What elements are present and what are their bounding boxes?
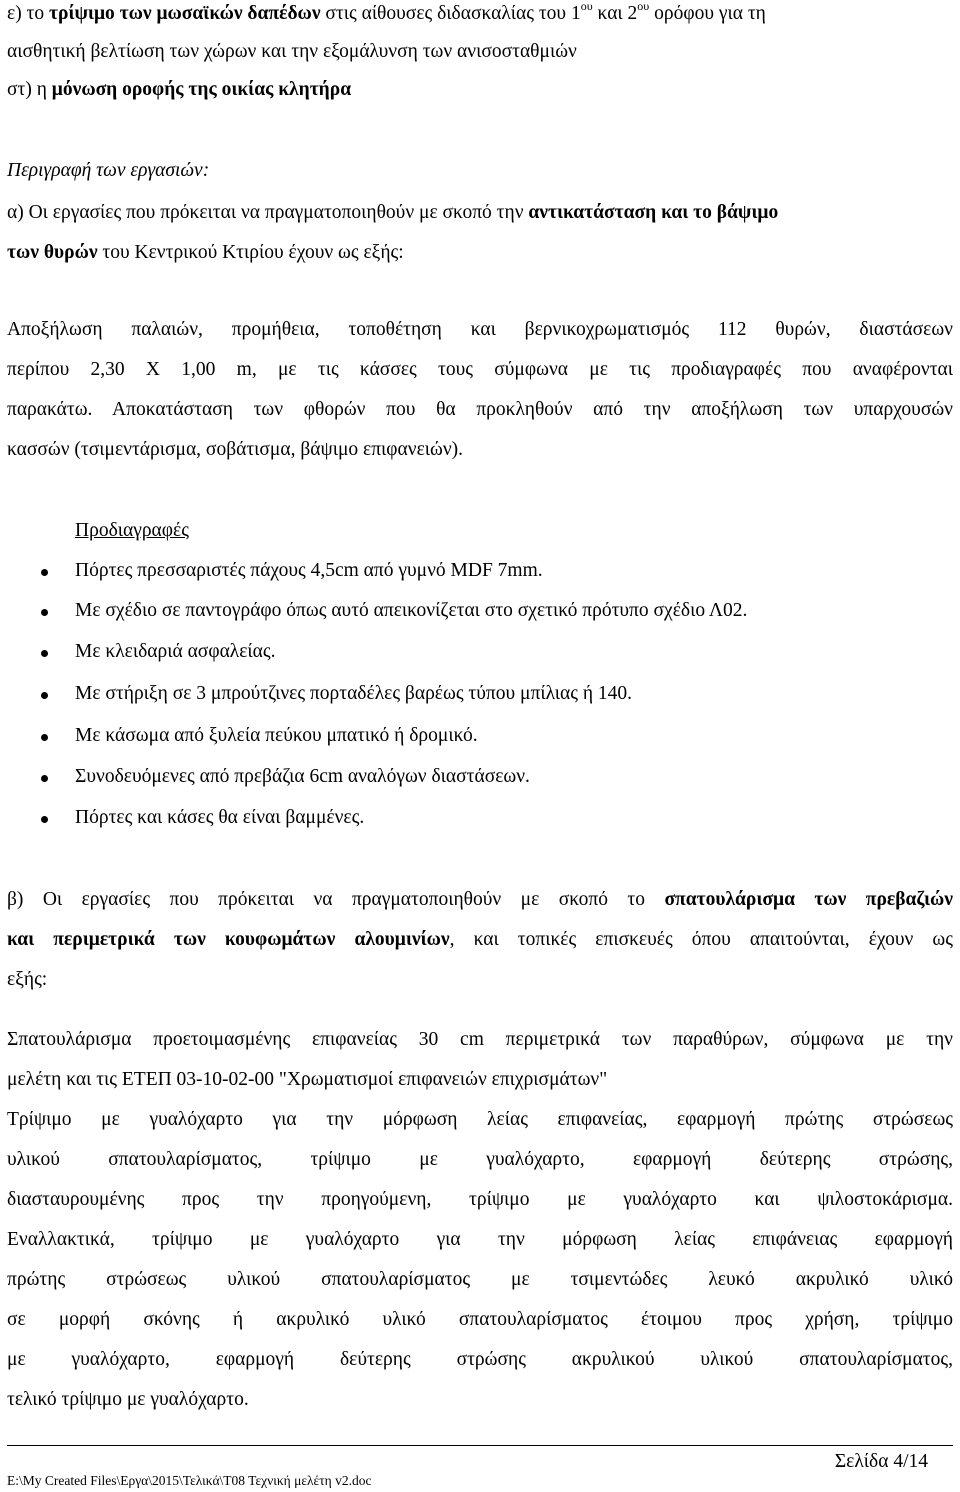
bullet-icon bbox=[41, 734, 48, 741]
page-number: Σελίδα 4/14 bbox=[834, 1451, 928, 1472]
section-b-para2-line: Τρίψιμο με γυαλόχαρτο για την μόρφωση λείας επιφανείας, εφαρμογή πρώτης στρώσεως bbox=[7, 1109, 953, 1130]
section-b-line-1: β) Οι εργασίες που πρόκειται να πραγματοποιηθούν με σκοπό το σπατουλάρισμα των πρεβαζιών bbox=[7, 889, 953, 910]
footer-divider bbox=[7, 1445, 953, 1446]
section-b-para2-line: υλικού σπατουλαρίσματος, τρίψιμο με γυαλόχαρτο, εφαρμογή δεύτερης στρώσης, bbox=[7, 1149, 953, 1170]
section-b-para2-line: Εναλλακτικά, τρίψιμο με γυαλόχαρτο για την μόρφωση λείας επιφάνειας εφαρμογή bbox=[7, 1229, 953, 1250]
section-e-line-2: αισθητική βελτίωση των χώρων και την εξομάλυνση των ανισοσταθμιών bbox=[7, 41, 577, 62]
section-b-para2-line: σε μορφή σκόνης ή ακρυλικό υλικό σπατουλαρίσματος έτοιμου προς χρήση, τρίψιμο bbox=[7, 1309, 953, 1330]
bullet-icon bbox=[41, 569, 48, 576]
bullet-icon bbox=[41, 692, 48, 699]
section-b-line-2: και περιμετρικά των κουφωμάτων αλουμινίων, και τοπικές επισκευές όπου απαιτούνται, έχουν ως bbox=[7, 929, 953, 950]
section-a-para-line: περίπου 2,30 Χ 1,00 m, με τις κάσσες τους σύμφωνα με τις προδιαγραφές που αναφέρονται bbox=[7, 359, 953, 380]
specs-title: Προδιαγραφές bbox=[75, 520, 189, 541]
bullet-icon bbox=[41, 650, 48, 657]
section-e-bold: τρίψιμο των μωσαϊκών δαπέδων bbox=[49, 3, 321, 24]
section-b-para2-line: διασταυρουμένης προς την προηγούμενη, τρίψιμο με γυαλόχαρτο και ψιλοστοκάρισμα. bbox=[7, 1189, 953, 1210]
section-a-para-line: Αποξήλωση παλαιών, προμήθεια, τοποθέτηση και βερνικοχρωματισμός 112 θυρών, διαστάσεων bbox=[7, 319, 953, 340]
section-e-line-1: ε) το τρίψιμο των μωσαϊκών δαπέδων στις αίθουσες διδασκαλίας του $1^{o\upsilon}$ και $2^{o\upsilon}$ ορόφου για τη bbox=[7, 0, 766, 24]
section-b-para2-line: τελικό τρίψιμο με γυαλόχαρτο. bbox=[7, 1389, 249, 1410]
section-a-line-1: α) Οι εργασίες που πρόκειται να πραγματοποιηθούν με σκοπό την αντικατάσταση και το βάψιμο bbox=[7, 202, 779, 223]
section-b-para1-line: μελέτη και τις ΕΤΕΠ 03-10-02-00 "Χρωματισμοί επιφανειών επιχρισμάτων" bbox=[7, 1069, 608, 1090]
section-b-para1-line: Σπατουλάρισμα προετοιμασμένης επιφανείας 30 cm περιμετρικά των παραθύρων, σύμφωνα με την bbox=[7, 1029, 953, 1050]
section-a-line-2: των θυρών του Κεντρικού Κτιρίου έχουν ως εξής: bbox=[7, 242, 404, 263]
section-st-bold: μόνωση οροφής της οικίας κλητήρα bbox=[51, 79, 352, 100]
bullet-icon bbox=[41, 609, 48, 616]
section-b-line-3: εξής: bbox=[7, 969, 48, 990]
bullet-icon bbox=[41, 775, 48, 782]
section-a-para-line: παρακάτω. Αποκατάσταση των φθορών που θα προκληθούν από την αποξήλωση των υπαρχουσών bbox=[7, 399, 953, 420]
section-st-line: στ) η μόνωση οροφής της οικίας κλητήρα bbox=[7, 79, 352, 100]
section-b-para2-line: με γυαλόχαρτο, εφαρμογή δεύτερης στρώσης ακρυλικού υλικού σπατουλαρίσματος, bbox=[7, 1349, 953, 1370]
section-a-para-line: κασσών (τσιμεντάρισμα, σοβάτισμα, βάψιμο επιφανειών). bbox=[7, 439, 464, 460]
file-path: E:\My Created Files\Εργα\2015\Τελικά\Τ08 Τεχνική μελέτη v2.doc bbox=[7, 1473, 372, 1488]
bullet-icon bbox=[41, 816, 48, 823]
section-b-para2-line: πρώτης στρώσεως υλικού σπατουλαρίσματος με τσιμεντώδες λευκό ακρυλικό υλικό bbox=[7, 1269, 953, 1290]
description-heading: Περιγραφή των εργασιών: bbox=[7, 160, 210, 181]
